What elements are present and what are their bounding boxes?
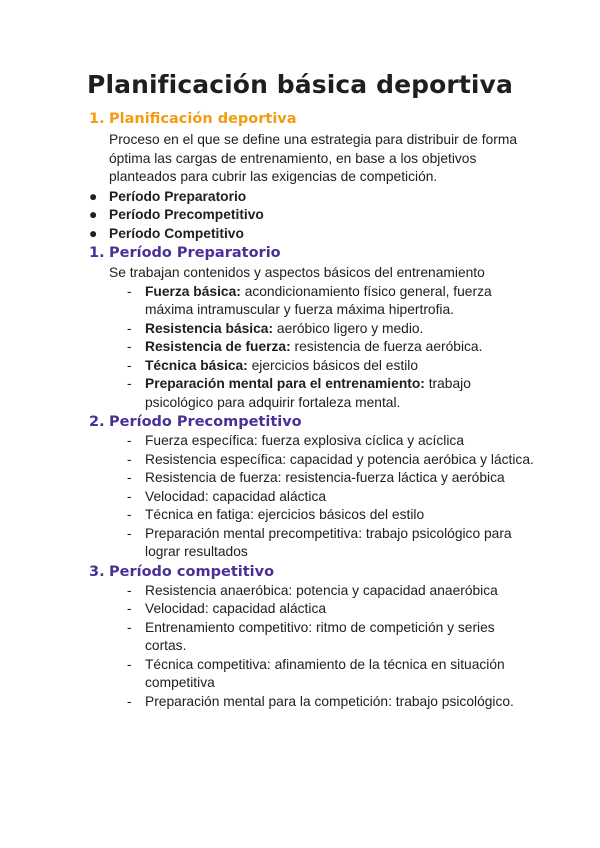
dash-list xyxy=(89,283,539,413)
section-heading-text: Planificación deportiva xyxy=(109,111,297,127)
section-number: 3. xyxy=(89,563,105,580)
list-item: - Preparación mental precompetitiva: trabajo psicológico para lograr resultados xyxy=(127,525,512,559)
bullet-dot-icon: ● xyxy=(89,207,98,222)
list-item: - Fuerza básica: acondicionamiento físico general, fuerza máxima intramuscular y fuerza máxima hipertrofia. xyxy=(127,283,492,317)
list-item: - Resistencia de fuerza: resistencia de fuerza aeróbica. xyxy=(89,338,539,357)
section-heading-text: Período Preparatorio xyxy=(109,245,281,261)
list-item: - Técnica en fatiga: ejercicios básicos del estilo xyxy=(89,506,539,525)
bullet-item: ● Período Precompetitivo xyxy=(89,206,539,225)
bullet-dot-icon: ● xyxy=(89,188,98,204)
bullet-item: ● Período Preparatorio xyxy=(89,188,539,207)
section-number: 2. xyxy=(89,414,105,430)
list-item: - Resistencia de fuerza: resistencia-fuerza láctica y aeróbica xyxy=(89,469,539,488)
dash-marker: - xyxy=(127,656,132,672)
dash-marker: - xyxy=(127,451,132,467)
list-item: - Entrenamiento competitivo: ritmo de competición y series cortas. xyxy=(127,619,495,653)
section-intro: Se trabajan contenidos y aspectos básicos del entrenamiento xyxy=(109,265,485,280)
list-item: - Velocidad: capacidad aláctica xyxy=(89,488,539,507)
list-item: - Resistencia anaeróbica: potencia y capacidad anaeróbica xyxy=(89,582,539,601)
section-heading-precompetitivo xyxy=(89,413,539,432)
dash-marker: - xyxy=(127,582,132,598)
dash-marker: - xyxy=(127,376,132,391)
section-heading-text: Período Precompetitivo xyxy=(109,414,302,430)
list-item: - Resistencia específica: capacidad y potencia aeróbica y láctica. xyxy=(89,451,539,470)
document-content xyxy=(89,110,539,711)
dash-marker: - xyxy=(127,320,132,336)
section-number: 1. xyxy=(89,111,105,127)
dash-marker: - xyxy=(127,525,132,541)
list-item: - Técnica básica: ejercicios básicos del estilo xyxy=(89,357,539,376)
list-item: - Técnica competitiva: afinamiento de la técnica en situación competitiva xyxy=(127,656,505,690)
dash-marker: - xyxy=(127,357,132,373)
list-item: - Preparación mental para el entrenamiento: trabajo psicológico para adquirir fortaleza mental. xyxy=(127,376,471,410)
page-title: Planificación básica deportiva xyxy=(87,70,513,99)
list-item: - Resistencia básica: aeróbico ligero y medio. xyxy=(89,320,539,339)
dash-list xyxy=(89,432,539,562)
list-item: - Preparación mental para la competición: trabajo psicológico. xyxy=(89,693,539,712)
dash-marker: - xyxy=(127,619,132,635)
section-heading-planificacion xyxy=(89,110,539,129)
bullet-list xyxy=(89,188,539,244)
section-paragraph: Proceso en el que se define una estrategia para distribuir de forma óptima las cargas de entrenamiento, en base a los objetivos planteados para cubrir las exigencias de competición. xyxy=(109,132,518,184)
dash-marker: - xyxy=(127,339,132,354)
section-heading-competitivo xyxy=(89,563,539,582)
dash-marker: - xyxy=(127,693,132,709)
dash-marker: - xyxy=(127,507,132,522)
bullet-item: ● Período Competitivo xyxy=(89,225,539,244)
dash-marker: - xyxy=(127,601,132,616)
section-heading-text: Período competitivo xyxy=(109,563,275,580)
section-heading-preparatorio xyxy=(89,244,539,263)
dash-marker: - xyxy=(127,488,132,504)
list-item: - Velocidad: capacidad aláctica xyxy=(89,600,539,619)
section-number: 1. xyxy=(89,245,105,261)
bullet-dot-icon: ● xyxy=(89,225,98,241)
dash-marker: - xyxy=(127,283,132,299)
dash-list xyxy=(89,582,539,712)
dash-marker: - xyxy=(127,433,132,448)
dash-marker: - xyxy=(127,470,132,485)
list-item: - Fuerza específica: fuerza explosiva cíclica y acíclica xyxy=(89,432,539,451)
